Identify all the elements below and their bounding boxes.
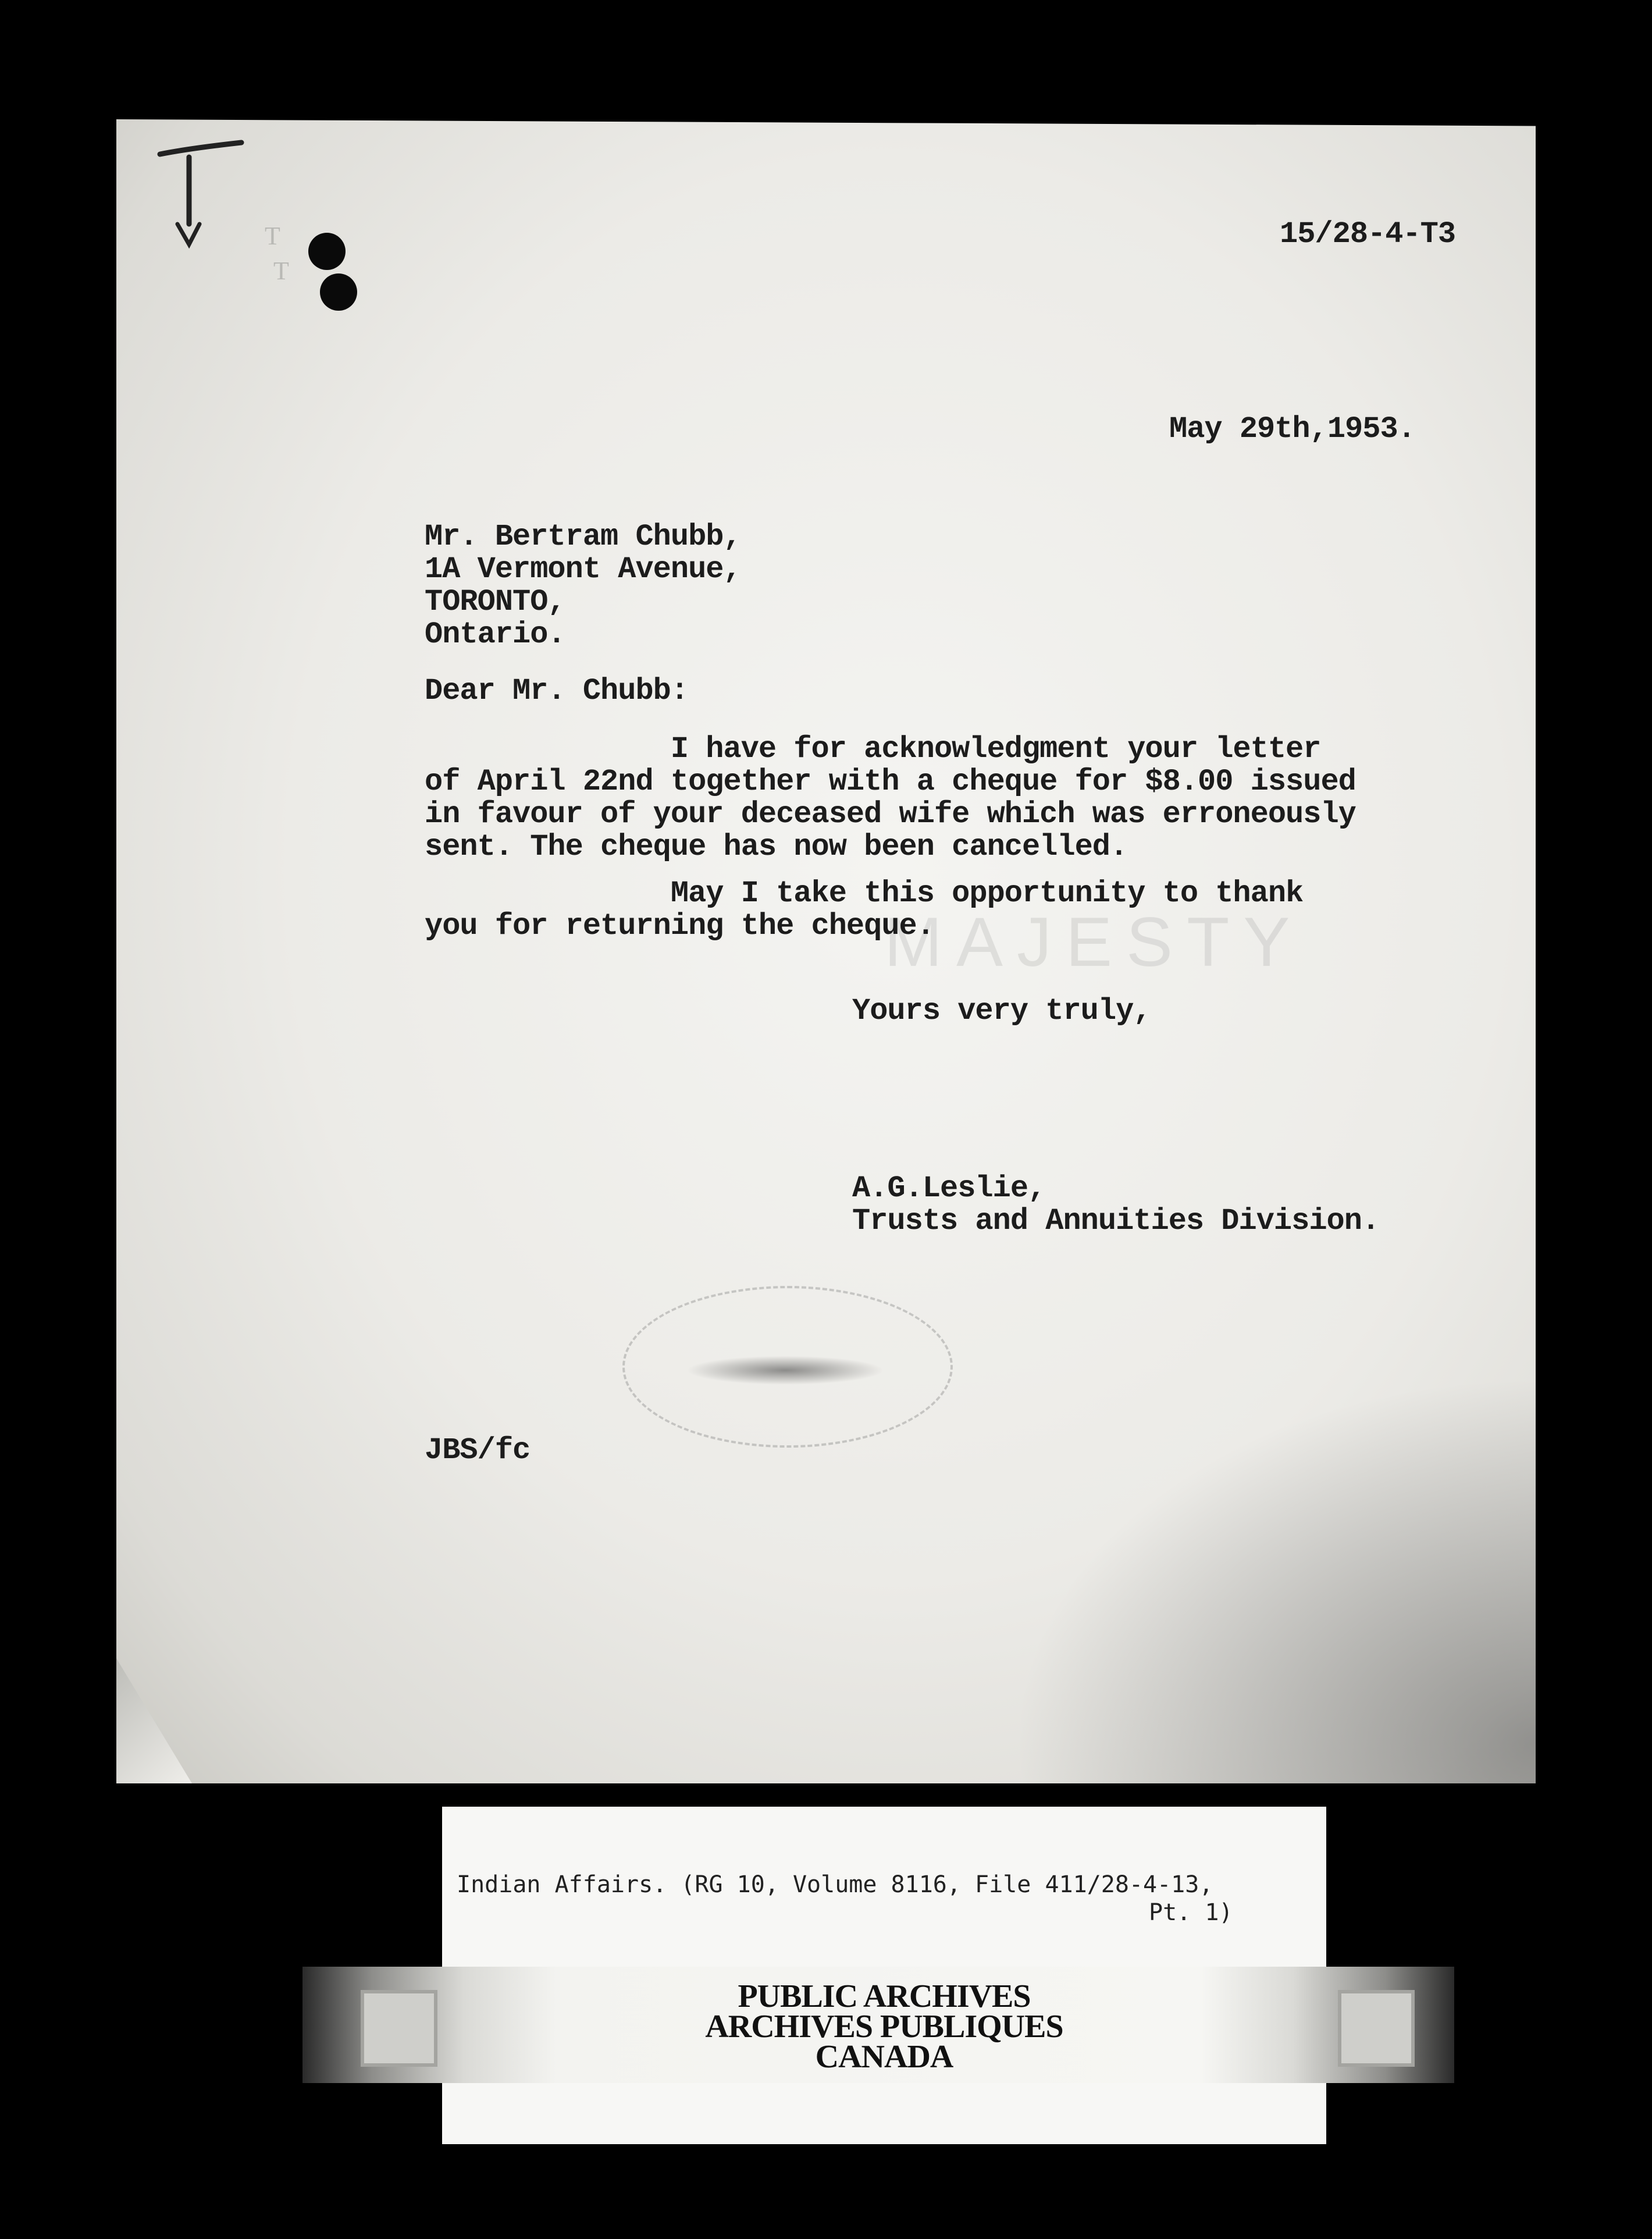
paragraph-line: May I take this opportunity to thank — [425, 876, 1304, 911]
body-paragraph-1 — [425, 733, 1356, 863]
signature-block — [852, 1172, 1379, 1238]
signer-name: A.G.Leslie, — [852, 1171, 1046, 1206]
paragraph-line: you for returning the cheque. — [425, 909, 934, 943]
letter-sheet — [116, 119, 1536, 1783]
institution-line: ARCHIVES PUBLIQUES — [705, 2009, 1063, 2045]
citation-line: Pt. 1) — [1149, 1899, 1233, 1926]
typist-initials: JBS/fc — [425, 1433, 531, 1467]
paragraph-line: of April 22nd together with a cheque for $8.00 issued — [425, 765, 1356, 799]
paragraph-line: in favour of your deceased wife which was erroneously — [425, 797, 1356, 831]
paragraph-line: sent. The cheque has now been cancelled. — [425, 830, 1128, 864]
institution-line: CANADA — [815, 2039, 953, 2075]
body-paragraph-2 — [425, 877, 1303, 943]
file-reference: 15/28-4-T3 — [1280, 217, 1456, 251]
punch-hole — [308, 233, 346, 270]
paragraph-line: I have for acknowledgment your letter — [425, 732, 1321, 766]
strip-clip — [361, 1990, 437, 2067]
closing: Yours very truly, — [852, 994, 1151, 1028]
salutation: Dear Mr. Chubb: — [425, 674, 689, 708]
archive-citation — [457, 1871, 1233, 1927]
citation-line: Indian Affairs. (RG 10, Volume 8116, File 411/28-4-13, — [457, 1871, 1213, 1898]
stamp-ink — [686, 1356, 884, 1385]
archive-institution-label — [582, 1978, 1187, 2075]
strip-clip — [1338, 1990, 1415, 2067]
address-line: Mr. Bertram Chubb, — [425, 520, 741, 554]
punch-hole — [320, 273, 357, 311]
faint-pencil-mark: T — [273, 257, 289, 285]
address-line: 1A Vermont Avenue, — [425, 552, 741, 587]
bleed-through-text: MAJESTY — [884, 903, 1304, 981]
signer-division: Trusts and Annuities Division. — [852, 1204, 1380, 1238]
institution-line: PUBLIC ARCHIVES — [738, 1978, 1031, 2014]
handwritten-t-mark — [154, 137, 247, 253]
faint-pencil-mark: T — [265, 222, 280, 250]
sheet-shadow — [1012, 1376, 1536, 1783]
recipient-address — [425, 521, 741, 651]
address-line: TORONTO, — [425, 585, 565, 619]
address-line: Ontario. — [425, 617, 565, 652]
letter-date: May 29th,1953. — [1169, 412, 1415, 446]
